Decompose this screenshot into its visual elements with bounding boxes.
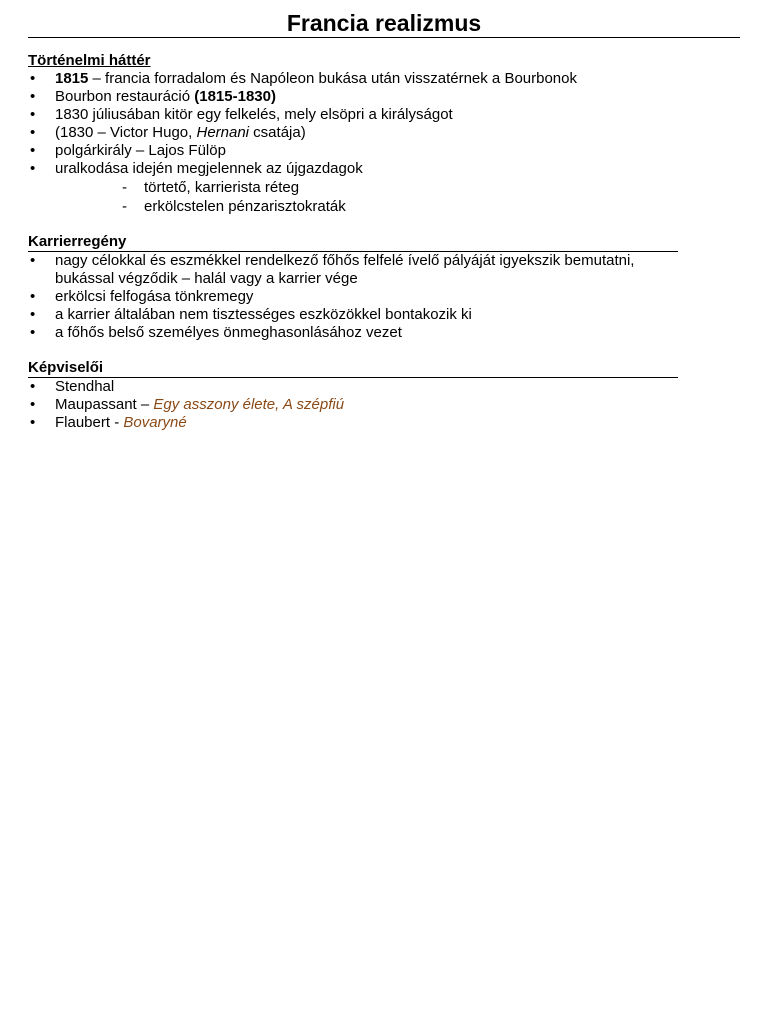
section-heading-history: Történelmi háttér [28,52,151,69]
work-title: Hernani [196,124,250,141]
list-item-text: polgárkirály – Lajos Fülöp [55,142,226,159]
list-item: • a karrier általában nem tisztességes eszközökkel bontakozik ki [28,306,678,324]
section-representatives [28,359,740,432]
list-item: • a főhős belső személyes önmeghasonlásához vezet [28,324,678,342]
list-item-text: – francia forradalom és Napóleon bukása után visszatérnek a Bourbonok [88,70,577,87]
list-item-text: 1830 júliusában kitör egy felkelés, mely elsöpri a királyságot [55,106,453,123]
author-name: Flaubert - [55,414,124,431]
list-item [28,160,740,216]
page-title: Francia realizmus [28,0,740,38]
section-heading-representatives: Képviselői [28,359,678,378]
section-history [28,52,740,216]
work-title: Bovaryné [123,414,187,431]
author-name: Stendhal [55,378,115,395]
list-item [28,414,740,432]
list-item-text: (1830 – Victor Hugo, [55,124,197,141]
list-item [28,106,740,124]
list-item [28,88,740,106]
list-item-text: uralkodása idején megjelennek az újgazdagok [55,160,363,177]
sub-list-item: - törtető, karrierista réteg [55,178,740,197]
list-item-text: Bourbon restauráció [55,88,195,105]
list-item [28,378,740,396]
work-title: Egy asszony élete, A szépfiú [153,396,345,413]
document-page [28,0,740,432]
list-item [28,396,740,414]
section-heading-career-novel: Karrierregény [28,233,678,252]
career-list [28,252,678,342]
author-name: Maupassant – [55,396,154,413]
representatives-list [28,378,740,432]
list-item [28,142,740,160]
list-item [28,70,740,88]
list-item: • nagy célokkal és eszmékkel rendelkező főhős felfelé ívelő pályáját igyekszik bemutatni, bukással végződik – halál vagy a karrier vége [28,252,678,288]
list-item [28,124,740,142]
year-label: 1815 [55,70,89,87]
history-list [28,70,740,216]
sub-list-item: - erkölcstelen pénzarisztokraták [55,197,740,216]
date-range: (1815-1830) [194,88,276,105]
list-item-text: csatája) [249,124,306,141]
list-item: • erkölcsi felfogása tönkremegy [28,288,678,306]
sub-list [55,178,740,216]
section-career-novel [28,233,740,342]
